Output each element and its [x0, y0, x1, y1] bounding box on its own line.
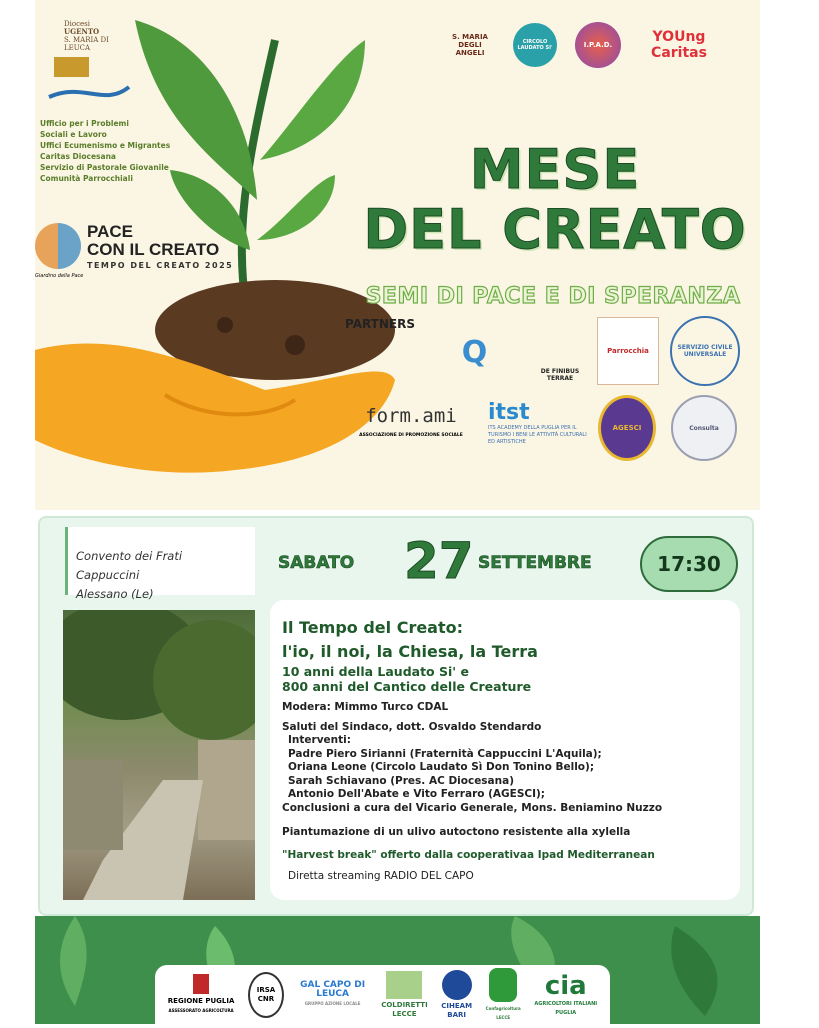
- partners-label: PARTNERS: [345, 317, 415, 331]
- young-caritas-logo: YOUng Caritas: [651, 29, 707, 61]
- pace-con-il-creato-logo: PACE CON IL CREATO TEMPO DEL CREATO 2025 Giardino della Pace: [35, 222, 234, 279]
- program-card: Il Tempo del Creato: l'io, il noi, la Chiesa, la Terra 10 anni della Laudato Si' e 800 anni del Cantico delle Creature Modera: Mimmo Turco CDAL Saluti del Sindaco, dott. Osvaldo Stendardo Interventi: Padre Piero Sirianni (Fraternità Cappuccini L'Aquila); Oriana Leone (Circolo Laudato Sì Don Tonino Bello); Sarah Schiavano (Pres. AC Diocesana) Antonio Dell'Abate e Vito Ferraro (AGESCI); Conclusioni a cura del Vicario Generale, Mons. Beniamino Nuzzo Piantumazione di un ulivo autoctono resistente alla xylella "Harvest break" offerto dalla cooperativaa Ipad Mediterranean Diretta streaming RADIO DEL CAPO: [270, 600, 740, 900]
- event-title: MESE DEL CREATO: [363, 138, 747, 261]
- diocese-emblem-icon: [44, 52, 134, 112]
- partner-logo-agesci: AGESCI: [598, 395, 656, 461]
- event-month: SETTEMBRE: [478, 553, 592, 573]
- sponsor-coldiretti: COLDIRETTI LECCE: [381, 971, 427, 1019]
- sponsor-cia: cia AGRICOLTORI ITALIANI PUGLIA: [534, 970, 598, 1016]
- event-location: Convento dei Frati Cappuccini Alessano (Le): [65, 527, 255, 595]
- partner-logo-itst: itst ITS ACADEMY DELLA PUGLIA PER IL TURISMO I BENI LE ATTIVITÀ CULTURALI ED ARTISTICHE: [488, 400, 587, 445]
- diocese-logo: Diocesi UGENTO S. MARIA DI LEUCA: [44, 20, 134, 110]
- ipad-logo: I.P.A.D.: [575, 22, 621, 68]
- sponsor-irsa-cnr: IRSA CNR: [248, 972, 284, 1018]
- event-time: 17:30: [640, 536, 738, 592]
- partner-logo-q: Q: [461, 334, 488, 370]
- sponsor-strip: [155, 965, 610, 1024]
- sponsor-confagricoltura: Confagricoltura LECCE: [486, 968, 521, 1022]
- partner-logo-parish: Parrocchia: [597, 317, 659, 385]
- convent-garden-photo: [63, 610, 255, 900]
- partner-logo-de-finibus-terrae: DE FINIBUS TERRAE: [540, 368, 580, 382]
- partner-logo-consulta: Consulta: [671, 395, 737, 461]
- santa-maria-logo: S. MARIA DEGLI ANGELI: [452, 33, 488, 57]
- tree-emblem-icon: [35, 223, 81, 269]
- event-day: 27: [404, 532, 474, 590]
- organizing-offices: Ufficio per i Problemi Sociali e Lavoro Uffici Ecumenismo e Migrantes Caritas Diocesana Servizio di Pastorale Giovanile Comunità Parrocchiali: [40, 119, 171, 183]
- sponsor-regione-puglia: REGIONE PUGLIA ASSESSORATO AGRICOLTURA: [168, 974, 235, 1015]
- event-weekday: SABATO: [278, 553, 355, 573]
- event-subtitle: SEMI DI PACE E DI SPERANZA: [365, 284, 741, 309]
- top-logos: [445, 22, 719, 68]
- sponsor-gal-capo-di-leuca: GAL CAPO DI LEUCA GRUPPO AZIONE LOCALE: [300, 980, 366, 1006]
- sponsor-ciheam: CIHEAM BARI: [441, 970, 472, 1020]
- partner-logo-formami: form.ami ASSOCIAZIONE DI PROMOZIONE SOCIALE: [359, 405, 463, 438]
- circolo-laudato-si-logo: CIRCOLO LAUDATO SI': [513, 23, 557, 67]
- partner-logo-servizio-civile: SERVIZIO CIVILE UNIVERSALE: [670, 316, 740, 386]
